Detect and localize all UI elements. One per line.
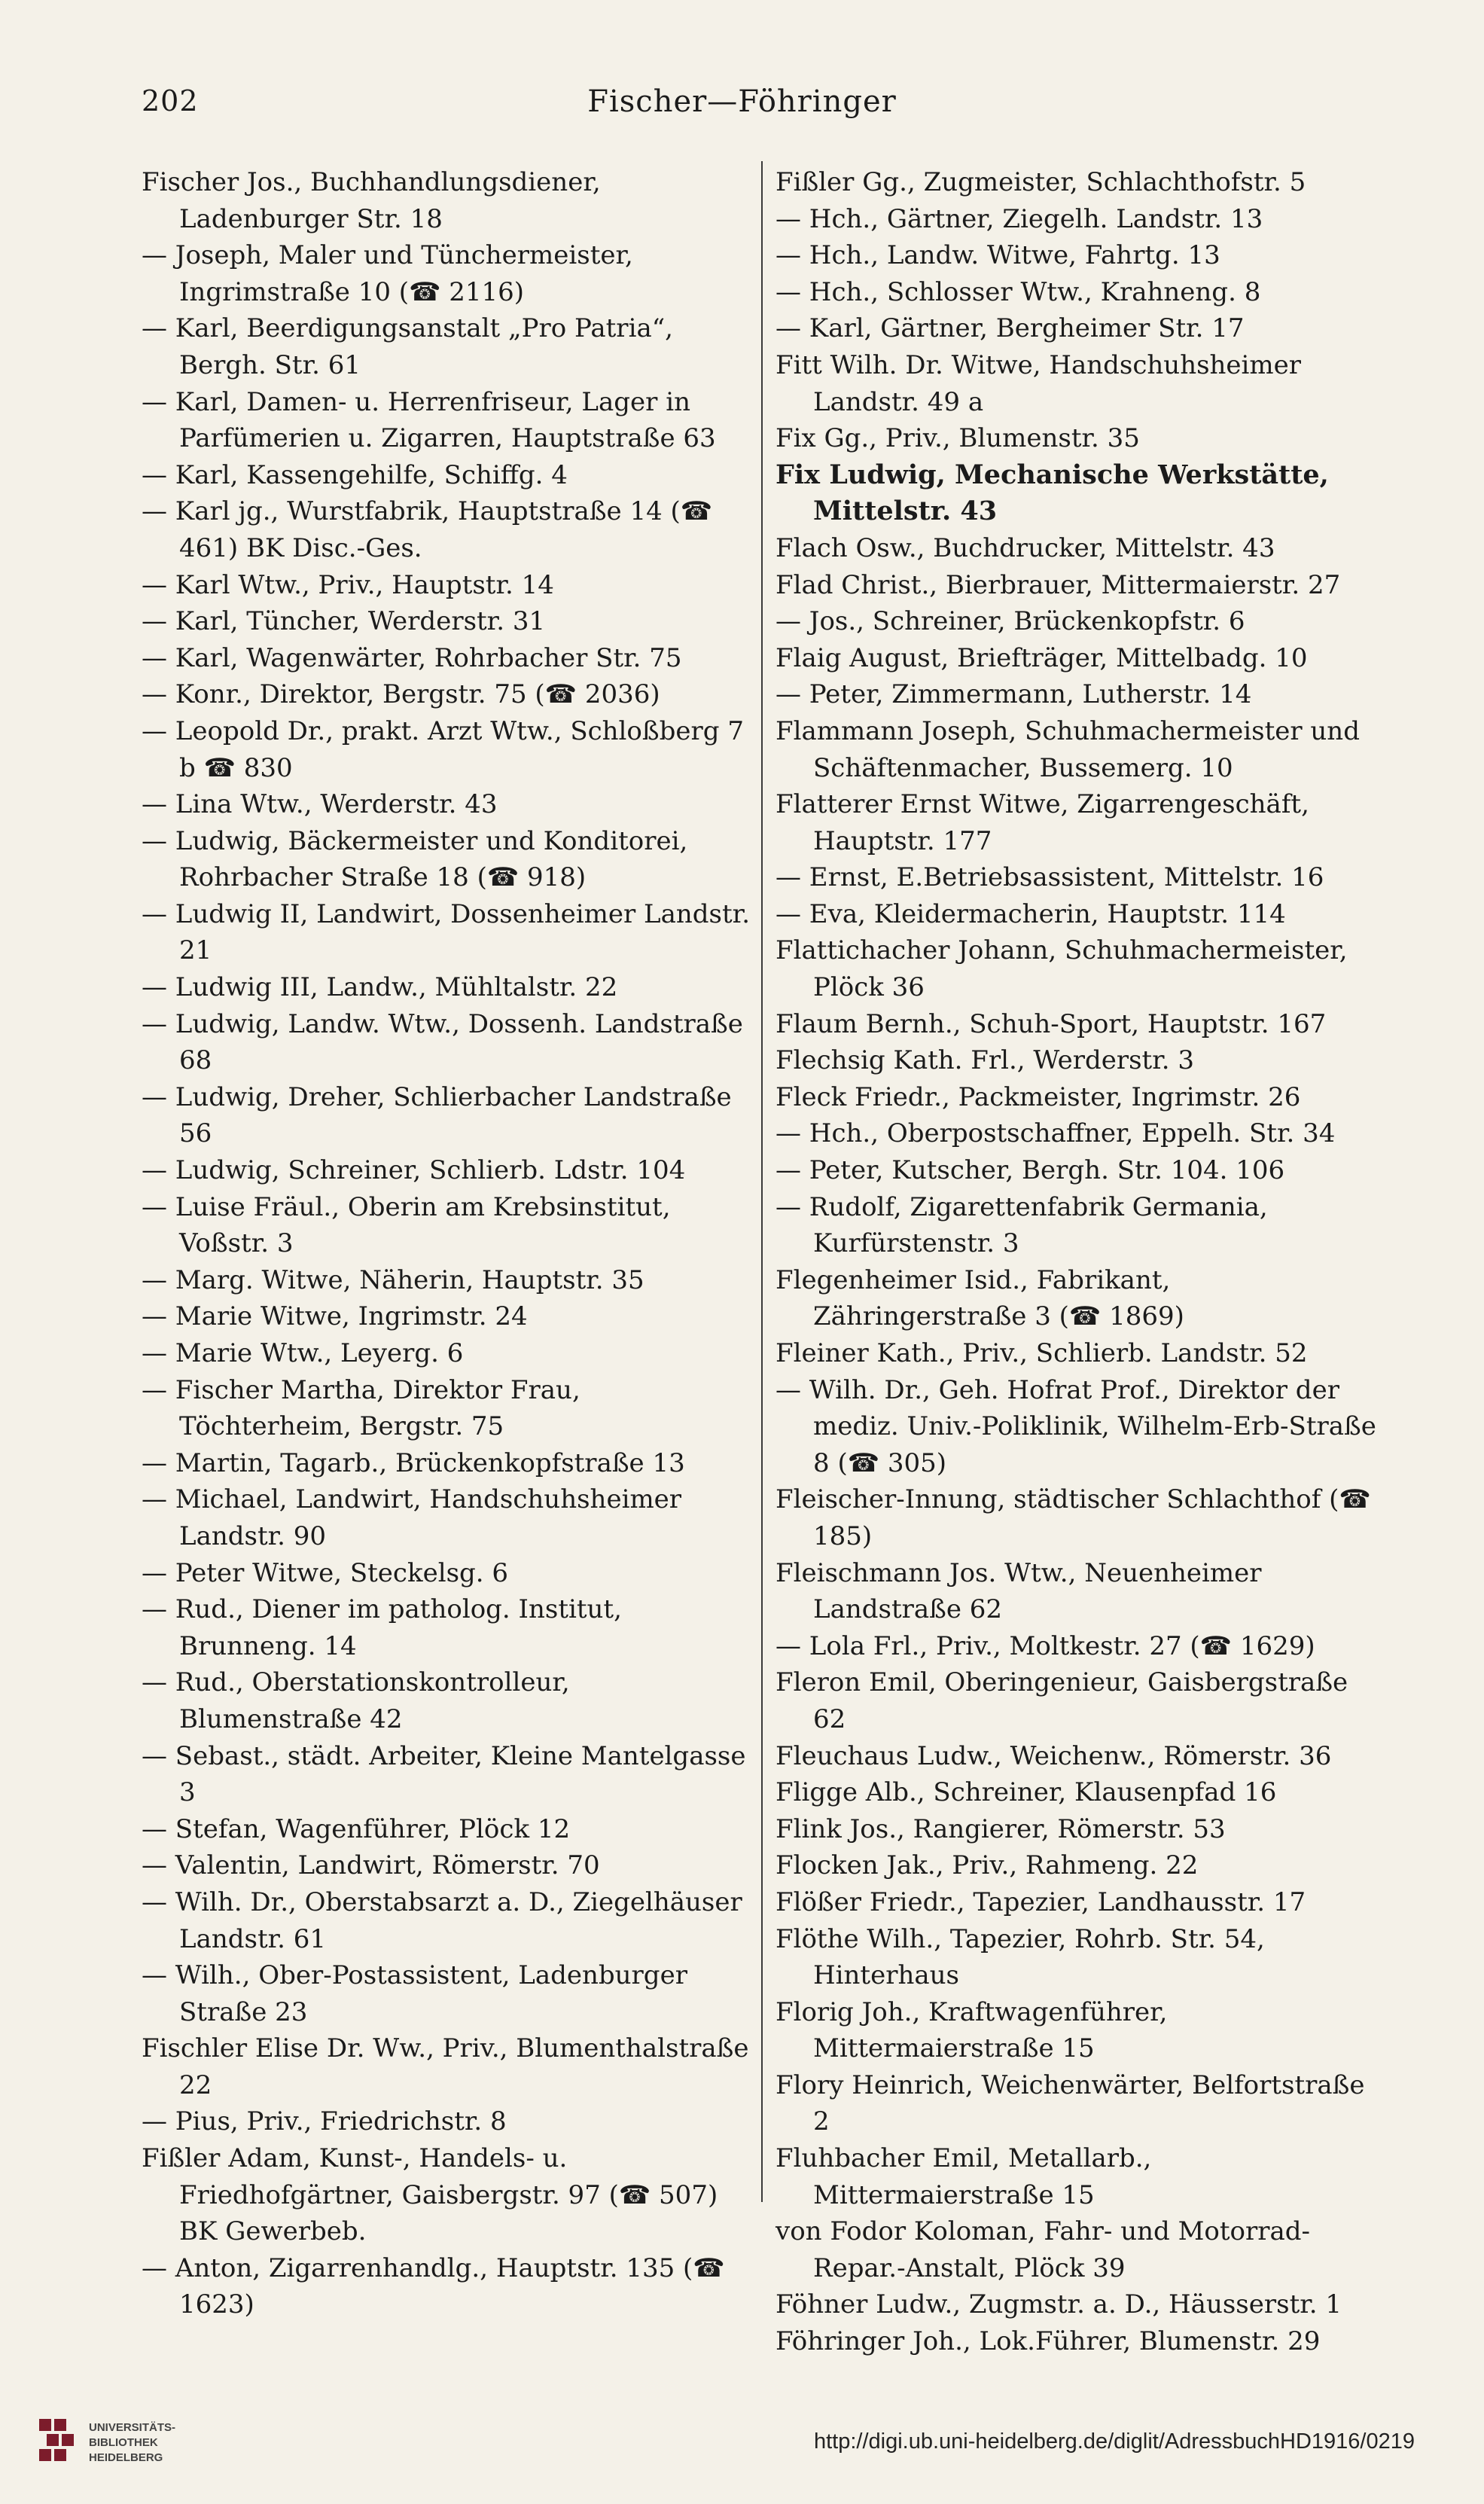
directory-entry: — Karl Wtw., Priv., Hauptstr. 14 [142,569,554,600]
directory-entry: Flach Osw., Buchdrucker, Mittelstr. 43 [776,532,1275,563]
directory-entry: — Karl, Kassengehilfe, Schiffg. 4 [142,459,568,490]
directory-entry: — Hch., Schlosser Wtw., Krahneng. 8 [776,276,1261,307]
directory-entry: Flaum Bernh., Schuh-Sport, Hauptstr. 167 [776,1008,1327,1039]
directory-entry: Fitt Wilh. Dr. Witwe, Handschuhsheimer Landstr. 49 a [776,349,1302,417]
directory-entry: — Anton, Zigarrenhandlg., Hauptstr. 135 (☎ 1623) [142,2252,725,2320]
directory-entry: Flink Jos., Rangierer, Römerstr. 53 [776,1813,1226,1844]
directory-entry: — Hch., Oberpostschaffner, Eppelh. Str. 34 [776,1118,1336,1149]
directory-entry: Florig Joh., Kraftwagenführer, Mittermaierstraße 15 [776,1996,1168,2064]
page-number: 202 [142,84,199,117]
library-logo-text: UNIVERSITÄTS- BIBLIOTHEK HEIDELBERG [89,2421,176,2464]
directory-entry: Flegenheimer Isid., Fabrikant, Zähringerstraße 3 (☎ 1869) [776,1264,1184,1332]
directory-entry: — Hch., Landw. Witwe, Fahrtg. 13 [776,240,1220,271]
directory-entry: — Hch., Gärtner, Ziegelh. Landstr. 13 [776,203,1263,234]
directory-entry: — Ernst, E.Betriebsassistent, Mittelstr. 16 [776,862,1324,893]
directory-entry: Fix Gg., Priv., Blumenstr. 35 [776,423,1140,454]
directory-entry: Flory Heinrich, Weichenwärter, Belfortstraße 2 [776,2069,1365,2137]
directory-entry: Fligge Alb., Schreiner, Klausenpfad 16 [776,1777,1277,1808]
directory-entry: — Karl, Damen- u. Herrenfriseur, Lager in Parfümerien u. Zigarren, Hauptstraße 63 [142,386,716,454]
directory-entry: Flößer Friedr., Tapezier, Landhausstr. 17 [776,1886,1306,1917]
directory-entry: — Karl, Wagenwärter, Rohrbacher Str. 75 [142,642,682,673]
directory-entry: Fleck Friedr., Packmeister, Ingrimstr. 26 [776,1081,1301,1112]
directory-entry: — Wilh. Dr., Geh. Hofrat Prof., Direktor der mediz. Univ.-Poliklinik, Wilhelm-Erb-Straße 8 (☎ 305) [776,1374,1376,1478]
directory-entry: Fleischmann Jos. Wtw., Neuenheimer Landstraße 62 [776,1557,1262,1625]
directory-entry: Fleuchaus Ludw., Weichenw., Römerstr. 36 [776,1740,1332,1771]
directory-entry: Fleiner Kath., Priv., Schlierb. Landstr. 52 [776,1338,1308,1368]
directory-entry: — Karl jg., Wurstfabrik, Hauptstraße 14 (☎ 461) BK Disc.-Ges. [142,496,713,563]
directory-entry: — Karl, Beerdigungsanstalt „Pro Patria“, Bergh. Str. 61 [142,313,673,380]
directory-entry: Flad Christ., Bierbrauer, Mittermaierstr. 27 [776,569,1341,600]
column-divider [761,161,763,2202]
directory-entry: — Pius, Priv., Friedrichstr. 8 [142,2106,507,2137]
directory-entry: Föhner Ludw., Zugmstr. a. D., Häusserstr. 1 [776,2289,1342,2320]
directory-entry: — Ludwig, Schreiner, Schlierb. Ldstr. 104 [142,1155,686,1186]
directory-entry: — Wilh., Ober-Postassistent, Ladenburger Straße 23 [142,1960,687,2027]
directory-entry: Fleischer-Innung, städtischer Schlachthof (☎ 185) [776,1484,1371,1551]
directory-entry: — Luise Fräul., Oberin am Krebsinstitut, Voßstr. 3 [142,1191,671,1259]
directory-entry: — Joseph, Maler und Tünchermeister, Ingrimstraße 10 (☎ 2116) [142,240,633,307]
directory-entry: Fischer Jos., Buchhandlungsdiener, Ladenburger Str. 18 [142,167,601,234]
directory-entry: Flattichacher Johann, Schuhmachermeister, Plöck 36 [776,935,1348,1003]
directory-entry: — Peter Witwe, Steckelsg. 6 [142,1557,509,1588]
directory-entry: Flöthe Wilh., Tapezier, Rohrb. Str. 54, Hinterhaus [776,1923,1265,1991]
library-logo-mark [39,2419,81,2467]
directory-entry: — Valentin, Landwirt, Römerstr. 70 [142,1850,600,1881]
directory-entry: — Ludwig II, Landwirt, Dossenheimer Landstr. 21 [142,898,750,966]
directory-entry: Flechsig Kath. Frl., Werderstr. 3 [776,1045,1194,1076]
directory-entry: — Marie Wtw., Leyerg. 6 [142,1338,464,1368]
directory-entry: — Fischer Martha, Direktor Frau, Töchterheim, Bergstr. 75 [142,1374,580,1442]
source-url[interactable]: http://digi.ub.uni-heidelberg.de/diglit/AdressbuchHD1916/0219 [813,2429,1415,2454]
directory-entry: — Wilh. Dr., Oberstabsarzt a. D., Ziegelhäuser Landstr. 61 [142,1886,742,1954]
directory-entry: — Karl, Gärtner, Bergheimer Str. 17 [776,313,1245,344]
directory-entry: Fischler Elise Dr. Ww., Priv., Blumenthalstraße 22 [142,2033,749,2100]
directory-entry: — Lina Wtw., Werderstr. 43 [142,789,498,820]
directory-entry: Fißler Gg., Zugmeister, Schlachthofstr. 5 [776,167,1306,197]
directory-entry: — Martin, Tagarb., Brückenkopfstraße 13 [142,1447,685,1478]
directory-entry: — Karl, Tüncher, Werderstr. 31 [142,606,546,637]
directory-entry: Flocken Jak., Priv., Rahmeng. 22 [776,1850,1199,1881]
left-column [142,164,750,2323]
directory-entry: Föhringer Joh., Lok.Führer, Blumenstr. 29 [776,2326,1321,2357]
directory-entry: — Sebast., städt. Arbeiter, Kleine Mantelgasse 3 [142,1740,746,1808]
directory-entry: Fleron Emil, Oberingenieur, Gaisbergstraße 62 [776,1667,1348,1734]
directory-entry: Flatterer Ernst Witwe, Zigarrengeschäft, Hauptstr. 177 [776,789,1309,856]
directory-entry: von Fodor Koloman, Fahr- und Motorrad-Repar.-Anstalt, Plöck 39 [776,2216,1311,2283]
directory-entry: Fluhbacher Emil, Metallarb., Mittermaierstraße 15 [776,2143,1152,2210]
directory-entry: — Stefan, Wagenführer, Plöck 12 [142,1813,571,1844]
directory-entry: — Jos., Schreiner, Brückenkopfstr. 6 [776,606,1245,637]
directory-entry: — Peter, Zimmermann, Lutherstr. 14 [776,679,1252,710]
directory-entry: Fißler Adam, Kunst-, Handels- u. Friedhofgärtner, Gaisbergstr. 97 (☎ 507) BK Gewerbeb. [142,2143,718,2247]
directory-entry: — Rud., Oberstationskontrolleur, Blumenstraße 42 [142,1667,570,1734]
running-head: Fischer—Föhringer [587,84,897,119]
directory-entry: — Marg. Witwe, Näherin, Hauptstr. 35 [142,1264,644,1295]
directory-entry: — Ludwig, Dreher, Schlierbacher Landstraße 56 [142,1081,732,1149]
directory-entry: — Ludwig, Bäckermeister und Konditorei, Rohrbacher Straße 18 (☎ 918) [142,825,688,893]
directory-entry: — Konr., Direktor, Bergstr. 75 (☎ 2036) [142,679,660,710]
directory-entry: — Michael, Landwirt, Handschuhsheimer Landstr. 90 [142,1484,682,1551]
directory-entry: — Ludwig III, Landw., Mühltalstr. 22 [142,972,618,1003]
directory-entry: — Marie Witwe, Ingrimstr. 24 [142,1301,528,1332]
directory-entry: — Eva, Kleidermacherin, Hauptstr. 114 [776,898,1286,929]
right-column [776,164,1384,2360]
directory-entry: — Leopold Dr., prakt. Arzt Wtw., Schloßberg 7 b ☎ 830 [142,715,744,783]
directory-entry: Flammann Joseph, Schuhmachermeister und Schäftenmacher, Bussemerg. 10 [776,715,1360,783]
directory-entry: Flaig August, Briefträger, Mittelbadg. 10 [776,642,1308,673]
directory-entry: — Peter, Kutscher, Bergh. Str. 104. 106 [776,1155,1285,1186]
directory-entry: — Lola Frl., Priv., Moltkestr. 27 (☎ 1629) [776,1630,1315,1661]
directory-entry: Fix Ludwig, Mechanische Werkstätte, Mittelstr. 43 [776,459,1329,527]
directory-entry: — Rudolf, Zigarettenfabrik Germania, Kurfürstenstr. 3 [776,1191,1268,1259]
library-logo [39,2410,265,2478]
directory-entry: — Rud., Diener im patholog. Institut, Brunneng. 14 [142,1594,622,1661]
directory-entry: — Ludwig, Landw. Wtw., Dossenh. Landstraße 68 [142,1008,743,1076]
